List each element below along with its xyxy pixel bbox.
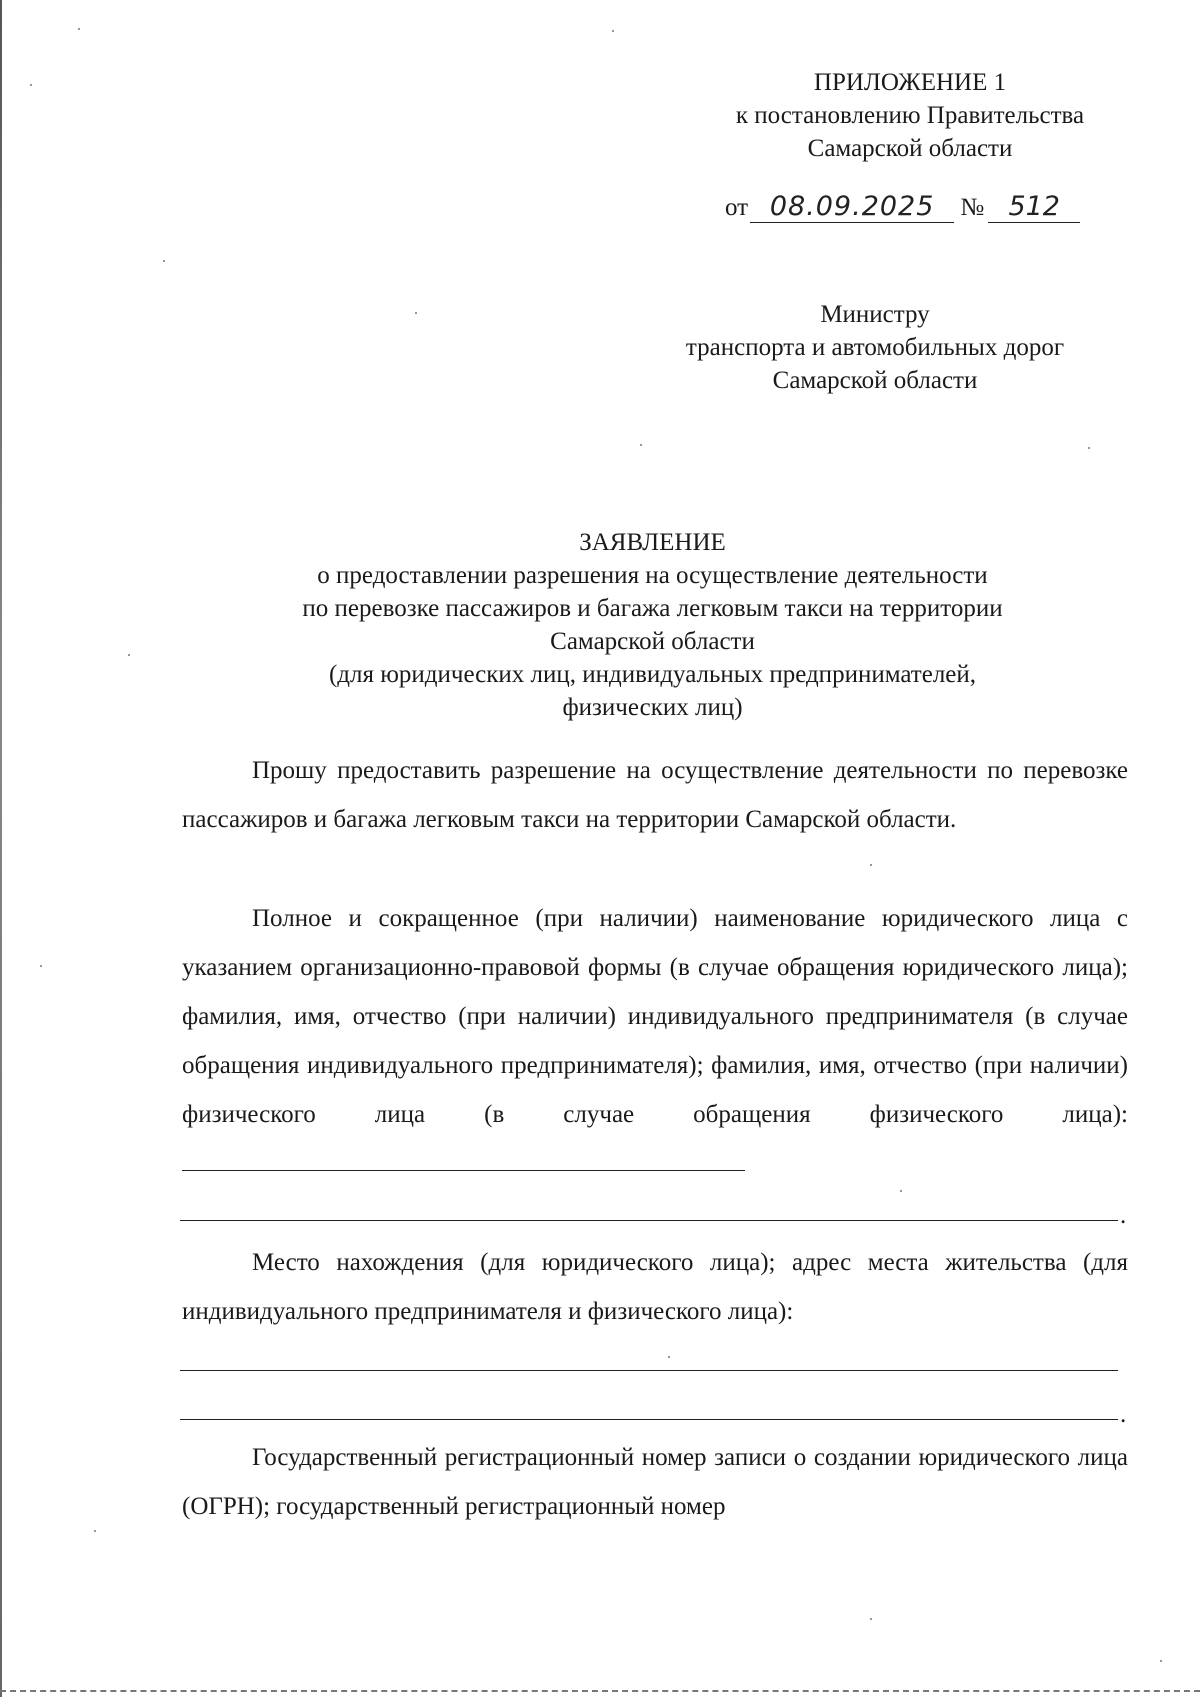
address-blank-line-2[interactable] [180,1419,1118,1420]
applicant-name-label: Полное и сокращенное (при наличии) наименование юридического лица с указанием организационно-правовой формы (в случае обращения юридического лица); фамилия, имя, отчество (при наличии) индивидуального предпринимателя (в случае обращения индивидуального предпринимателя); фамилия, имя, отчество (при наличии) физического лица (в случае обращения физического лица): [182,905,1128,1128]
document-title [200,526,1105,724]
number-label: № [960,194,985,221]
scan-speck [128,654,130,656]
title-line-2: по перевозке пассажиров и багажа легковым такси на территории [302,595,1003,622]
scan-speck [870,1618,872,1620]
scan-speck [870,864,872,866]
scan-speck [94,1530,96,1532]
title-line-3: Самарской области [550,628,755,655]
applicant-name-paragraph [182,894,1128,1188]
title-heading: ЗАЯВЛЕНИЕ [579,529,726,556]
scan-speck [30,84,32,86]
handwritten-number: 512 [988,194,1080,223]
addressee-line-1: Министру [820,301,930,328]
blank-line-end-mark: . [1120,1401,1127,1428]
title-line-5: физических лиц) [562,694,743,721]
handwritten-date: 08.09.2025 [750,194,954,223]
scan-speck [40,965,42,967]
scan-speck [640,444,642,446]
scan-speck [1160,1660,1162,1662]
annex-header [700,66,1120,165]
addressee-block [645,298,1105,397]
addressee-line-2: транспорта и автомобильных дорог [685,334,1065,361]
annex-resolution-ref: к постановлению Правительства [735,102,1085,129]
scan-speck [668,1356,670,1358]
scan-speck [1088,447,1090,449]
title-line-1: о предоставлении разрешения на осуществление деятельности [317,562,988,589]
applicant-name-input-line[interactable] [182,1148,745,1171]
applicant-name-blank-line[interactable] [180,1220,1118,1221]
page-bottom-edge [0,1690,1200,1695]
page-left-edge [0,0,2,1697]
title-line-4: (для юридических лиц, индивидуальных предпринимателей, [328,661,977,688]
request-paragraph: Прошу предоставить разрешение на осуществление деятельности по перевозке пассажиров и багажа легковым такси на территории Самарской области. [182,757,1128,833]
scan-speck [163,260,165,262]
address-blank-line-1[interactable] [180,1370,1118,1371]
scan-speck [900,1190,902,1192]
scan-speck [78,28,80,30]
annex-title: ПРИЛОЖЕНИЕ 1 [813,69,1007,96]
resolution-date-number [725,191,1080,223]
address-paragraph: Место нахождения (для юридического лица); адрес места жительства (для индивидуального предпринимателя и физического лица): [182,1249,1128,1325]
scan-speck [415,312,417,314]
scan-speck [612,30,614,32]
ogrn-paragraph: Государственный регистрационный номер записи о создании юридического лица (ОГРН); государственный регистрационный номер [182,1444,1128,1520]
blank-line-end-mark: . [1120,1202,1127,1229]
addressee-line-3: Самарской области [772,367,978,394]
date-prefix: от [725,194,749,221]
annex-region: Самарской области [807,135,1013,162]
